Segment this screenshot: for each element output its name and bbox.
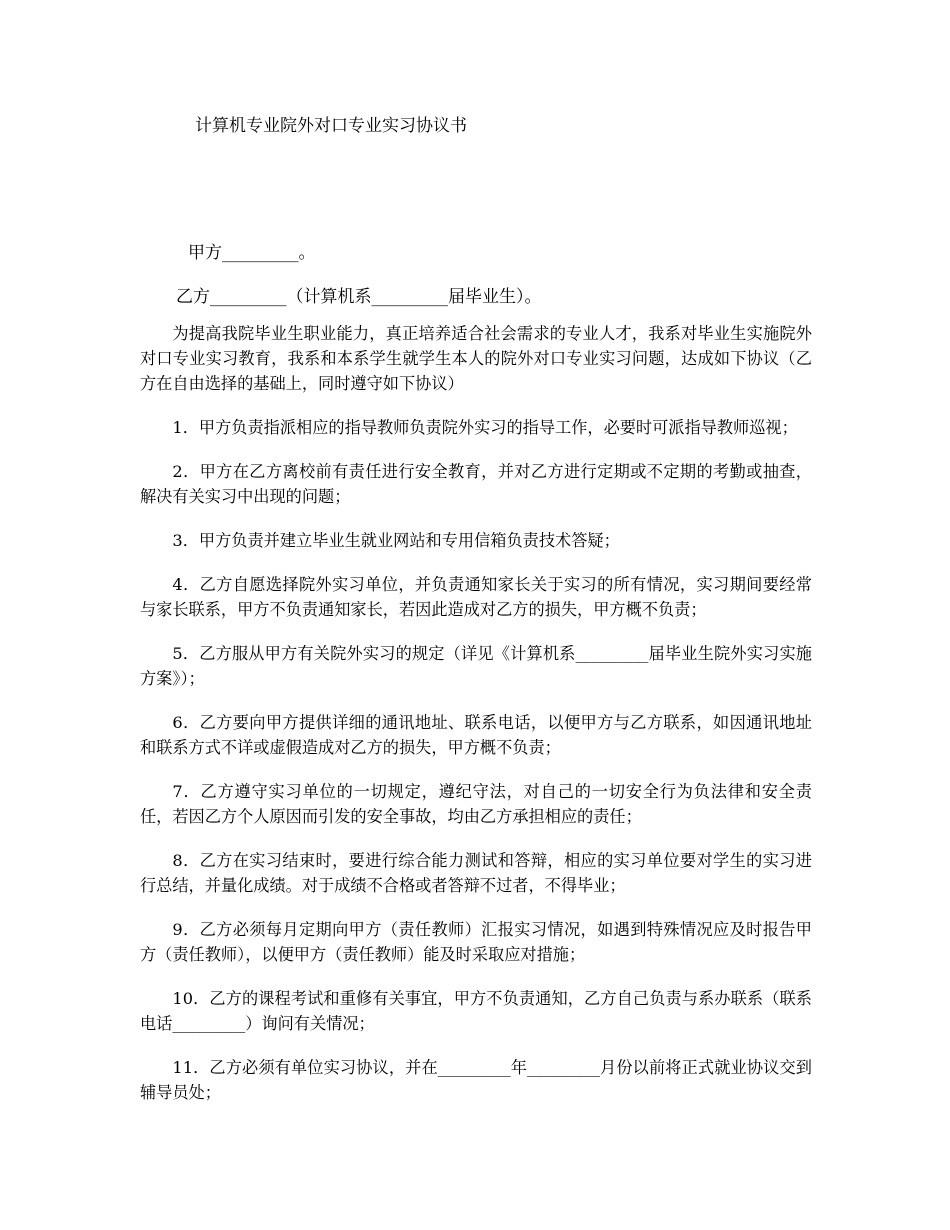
- party-a-line: 甲方_________。: [188, 243, 316, 263]
- clause-2: 2．甲方在乙方离校前有责任进行安全教育，并对乙方进行定期或不定期的考勤或抽查，解决有关实习中出现的问题；: [140, 462, 812, 506]
- clause-4: 4．乙方自愿选择院外实习单位，并负责通知家长关于实习的所有情况，实习期间要经常与家长联系，甲方不负责通知家长，若因此造成对乙方的损失，甲方概不负责；: [140, 575, 812, 619]
- clause-7: 7．乙方遵守实习单位的一切规定，遵纪守法，对自己的一切安全行为负法律和安全责任，若因乙方个人原因而引发的安全事故，均由乙方承担相应的责任；: [140, 782, 812, 826]
- party-b-line: 乙方_________（计算机系_________届毕业生）。: [176, 287, 542, 307]
- clause-6: 6．乙方要向甲方提供详细的通讯地址、联系电话，以便甲方与乙方联系，如因通讯地址和联系方式不详或虚假造成对乙方的损失，甲方概不负责；: [140, 713, 812, 757]
- clause-3: 3．甲方负责并建立毕业生就业网站和专用信箱负责技术答疑；: [172, 531, 620, 550]
- clause-9: 9．乙方必须每月定期向甲方（责任教师）汇报实习情况，如遇到特殊情况应及时报告甲方（责任教师），以便甲方（责任教师）能及时采取应对措施；: [140, 920, 812, 964]
- agreement-body: [140, 321, 812, 1124]
- document-title: 计算机专业院外对口专业实习协议书: [195, 116, 467, 136]
- intro-paragraph: 为提高我院毕业生职业能力，真正培养适合社会需求的专业人才，我系对毕业生实施院外对口专业实习教育，我系和本系学生就学生本人的院外对口专业实习问题，达成如下协议（乙方在自由选择的基础上，同时遵守如下协议）: [140, 324, 812, 393]
- clause-1: 1．甲方负责指派相应的指导教师负责院外实习的指导工作，必要时可派指导教师巡视；: [172, 418, 798, 437]
- clause-11: 11．乙方必须有单位实习协议，并在_________年_________月份以前将正式就业协议交到辅导员处；: [140, 1058, 812, 1102]
- clause-5: 5．乙方服从甲方有关院外实习的规定（详见《计算机系_________届毕业生院外实习实施方案》）；: [140, 644, 812, 688]
- clause-10: 10．乙方的课程考试和重修有关事宜，甲方不负责通知，乙方自己负责与系办联系（联系电话_________）询问有关情况；: [140, 989, 812, 1033]
- clause-8: 8．乙方在实习结束时，要进行综合能力测试和答辩，相应的实习单位要对学生的实习进行总结，并量化成绩。对于成绩不合格或者答辩不过者，不得毕业；: [140, 851, 812, 895]
